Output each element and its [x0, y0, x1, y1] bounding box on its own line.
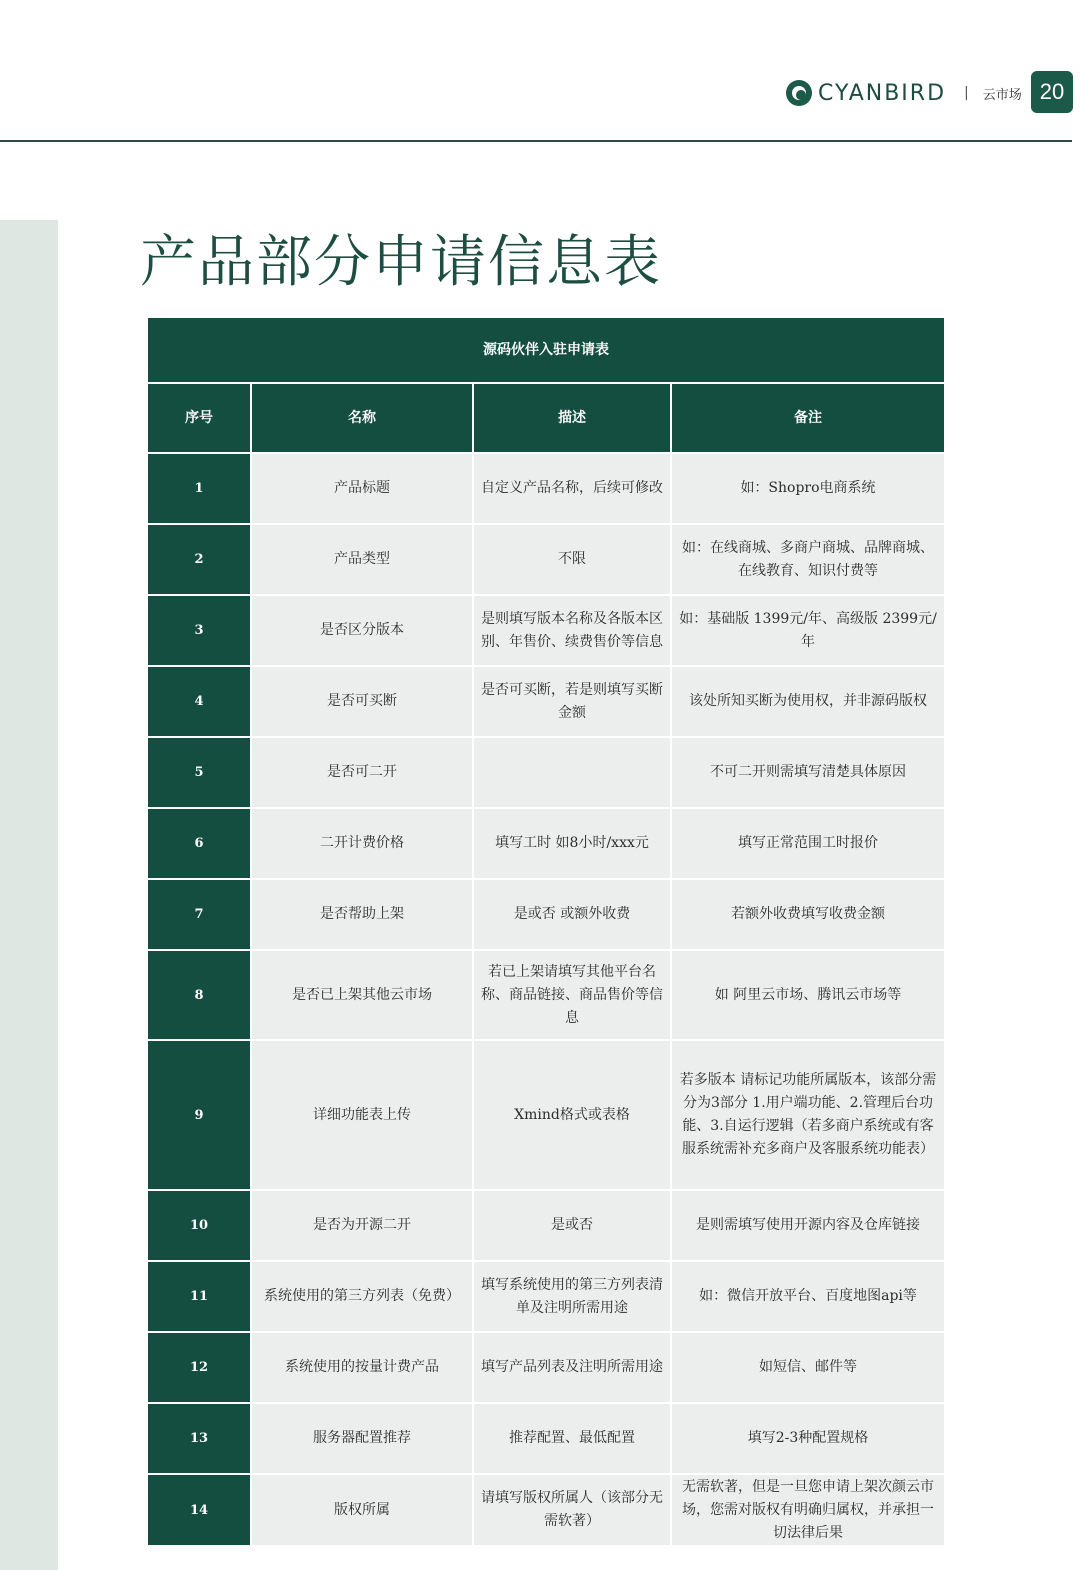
row-number: 3 [147, 595, 251, 666]
brand-subtitle: 云市场 [982, 87, 1022, 103]
column-header-note: 备注 [671, 383, 945, 453]
row-note: 不可二开则需填写清楚具体原因 [671, 737, 945, 808]
page-number-badge: 20 [1031, 71, 1073, 113]
row-desc: 是或否 或额外收费 [473, 879, 671, 950]
row-name: 产品标题 [251, 453, 473, 524]
row-number: 8 [147, 950, 251, 1040]
row-note: 无需软著，但是一旦您申请上架次颜云市场，您需对版权有明确归属权，并承担一切法律后果 [671, 1474, 945, 1546]
row-note: 如：在线商城、多商户商城、品牌商城、在线教育、知识付费等 [671, 524, 945, 595]
row-name: 是否区分版本 [251, 595, 473, 666]
table-row [147, 879, 945, 950]
table [146, 318, 946, 1547]
brand [786, 78, 1022, 108]
row-note: 如短信、邮件等 [671, 1332, 945, 1403]
row-number: 7 [147, 879, 251, 950]
table-row [147, 737, 945, 808]
table-row [147, 1261, 945, 1332]
row-name: 是否为开源二开 [251, 1190, 473, 1261]
row-name: 是否可买断 [251, 666, 473, 737]
row-number: 10 [147, 1190, 251, 1261]
row-note: 填写2-3种配置规格 [671, 1403, 945, 1474]
row-desc: 是否可买断，若是则填写买断金额 [473, 666, 671, 737]
column-header-no: 序号 [147, 383, 251, 453]
row-note: 该处所知买断为使用权，并非源码版权 [671, 666, 945, 737]
row-number: 9 [147, 1040, 251, 1190]
row-note: 填写正常范围工时报价 [671, 808, 945, 879]
row-note: 若多版本 请标记功能所属版本，该部分需分为3部分 1.用户端功能、2.管理后台功能、3.自运行逻辑（若多商户系统或有客服系统需补充多商户及客服系统功能表） [671, 1040, 945, 1190]
row-desc: 推荐配置、最低配置 [473, 1403, 671, 1474]
row-desc [473, 737, 671, 808]
row-desc: 请填写版权所属人（该部分无需软著） [473, 1474, 671, 1546]
table-row [147, 666, 945, 737]
row-number: 2 [147, 524, 251, 595]
row-name: 详细功能表上传 [251, 1040, 473, 1190]
row-desc: 自定义产品名称，后续可修改 [473, 453, 671, 524]
row-number: 14 [147, 1474, 251, 1546]
row-name: 是否帮助上架 [251, 879, 473, 950]
table-row [147, 453, 945, 524]
row-name: 系统使用的按量计费产品 [251, 1332, 473, 1403]
row-note: 如：微信开放平台、百度地图api等 [671, 1261, 945, 1332]
row-name: 是否已上架其他云市场 [251, 950, 473, 1040]
row-number: 5 [147, 737, 251, 808]
table-body [147, 453, 945, 1546]
row-desc: 填写工时 如8小时/xxx元 [473, 808, 671, 879]
table-row [147, 1040, 945, 1190]
application-table [146, 318, 944, 1547]
row-number: 6 [147, 808, 251, 879]
row-note: 若额外收费填写收费金额 [671, 879, 945, 950]
row-note: 如：Shopro电商系统 [671, 453, 945, 524]
row-note: 是则需填写使用开源内容及仓库链接 [671, 1190, 945, 1261]
table-row [147, 1474, 945, 1546]
row-name: 是否可二开 [251, 737, 473, 808]
row-name: 二开计费价格 [251, 808, 473, 879]
table-row [147, 1190, 945, 1261]
row-desc: 若已上架请填写其他平台名称、商品链接、商品售价等信息 [473, 950, 671, 1040]
row-note: 如：基础版 1399元/年、高级版 2399元/年 [671, 595, 945, 666]
header-divider [0, 140, 1072, 142]
brand-name: CYANBIRD [818, 80, 947, 106]
table-header-row [147, 383, 945, 453]
side-decoration-bar [0, 220, 58, 1570]
row-name: 服务器配置推荐 [251, 1403, 473, 1474]
table-row [147, 950, 945, 1040]
row-name: 产品类型 [251, 524, 473, 595]
row-number: 13 [147, 1403, 251, 1474]
table-caption: 源码伙伴入驻申请表 [147, 318, 945, 383]
page-title: 产品部分申请信息表 [140, 230, 662, 295]
column-header-name: 名称 [251, 383, 473, 453]
column-header-desc: 描述 [473, 383, 671, 453]
row-note: 如 阿里云市场、腾讯云市场等 [671, 950, 945, 1040]
cyanbird-logo-icon [786, 80, 812, 106]
row-desc: 不限 [473, 524, 671, 595]
row-desc: 填写系统使用的第三方列表清单及注明所需用途 [473, 1261, 671, 1332]
row-desc: 填写产品列表及注明所需用途 [473, 1332, 671, 1403]
table-row [147, 524, 945, 595]
row-number: 11 [147, 1261, 251, 1332]
row-name: 系统使用的第三方列表（免费） [251, 1261, 473, 1332]
table-row [147, 1332, 945, 1403]
row-desc: 是则填写版本名称及各版本区别、年售价、续费售价等信息 [473, 595, 671, 666]
brand-separator: | [964, 85, 969, 101]
row-name: 版权所属 [251, 1474, 473, 1546]
row-desc: 是或否 [473, 1190, 671, 1261]
table-row [147, 1403, 945, 1474]
table-row [147, 595, 945, 666]
table-row [147, 808, 945, 879]
row-number: 4 [147, 666, 251, 737]
row-number: 1 [147, 453, 251, 524]
row-desc: Xmind格式或表格 [473, 1040, 671, 1190]
row-number: 12 [147, 1332, 251, 1403]
